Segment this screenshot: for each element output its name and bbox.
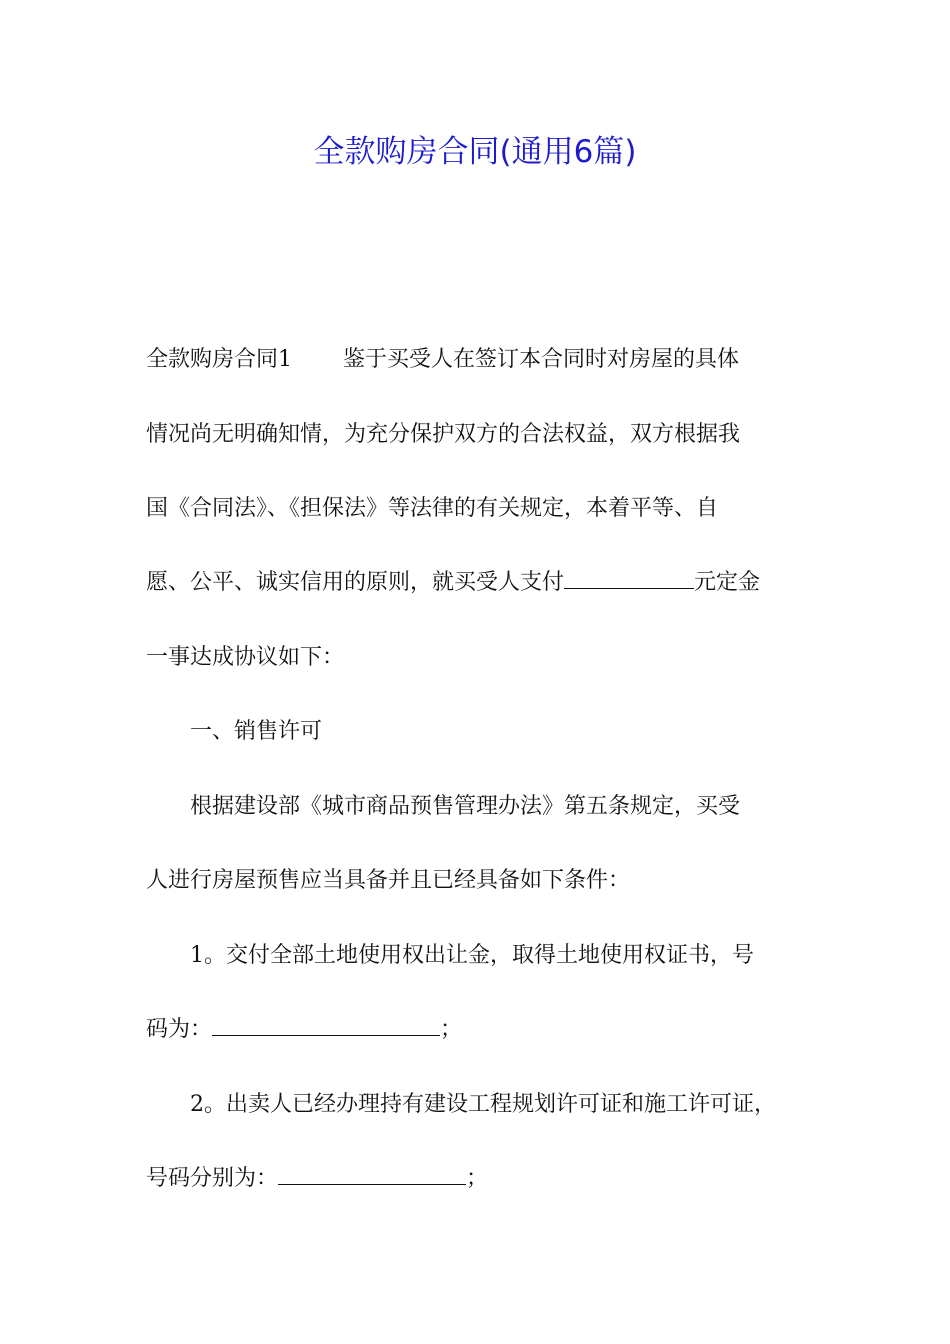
paragraph-line: 国《合同法》、《担保法》等法律的有关规定，本着平等、自	[146, 496, 719, 521]
fill-in-blank-land-certificate-number[interactable]	[212, 1013, 440, 1036]
paragraph-line: 情况尚无明确知情，为充分保护双方的合法权益，双方根据我	[146, 422, 741, 447]
document-title: 全款购房合同(通用6篇)	[313, 134, 637, 170]
line-text-after-blank: ；	[440, 1017, 463, 1042]
fill-in-blank-permit-numbers[interactable]	[278, 1162, 466, 1185]
paragraph-line	[146, 1013, 462, 1047]
paragraph-line: 一事达成协议如下：	[146, 645, 345, 670]
section-heading: 一、销售许可	[146, 719, 323, 744]
paragraph-line: 人进行房屋预售应当具备并且已经具备如下条件：	[146, 868, 631, 893]
paragraph-line: 根据建设部《城市商品预售管理办法》第五条规定，买受	[146, 794, 741, 819]
line-text-after-blank: 元定金	[694, 570, 761, 595]
paragraph-line	[146, 566, 760, 600]
line-text-before-blank: 愿、公平、诚实信用的原则，就买受人支付	[146, 570, 565, 595]
paragraph-line: 1。交付全部土地使用权出让金，取得土地使用权证书，号	[146, 943, 754, 968]
line-text-before-blank: 码为：	[146, 1017, 213, 1042]
paragraph-line: 全款购房合同1 鉴于买受人在签订本合同时对房屋的具体	[146, 347, 739, 372]
line-text-after-blank: ；	[466, 1166, 489, 1191]
paragraph-line: 2。出卖人已经办理持有建设工程规划许可证和施工许可证，	[146, 1092, 776, 1117]
paragraph-line	[146, 1162, 488, 1196]
line-text-before-blank: 号码分别为：	[146, 1166, 279, 1191]
fill-in-blank-deposit-amount[interactable]	[564, 566, 694, 589]
